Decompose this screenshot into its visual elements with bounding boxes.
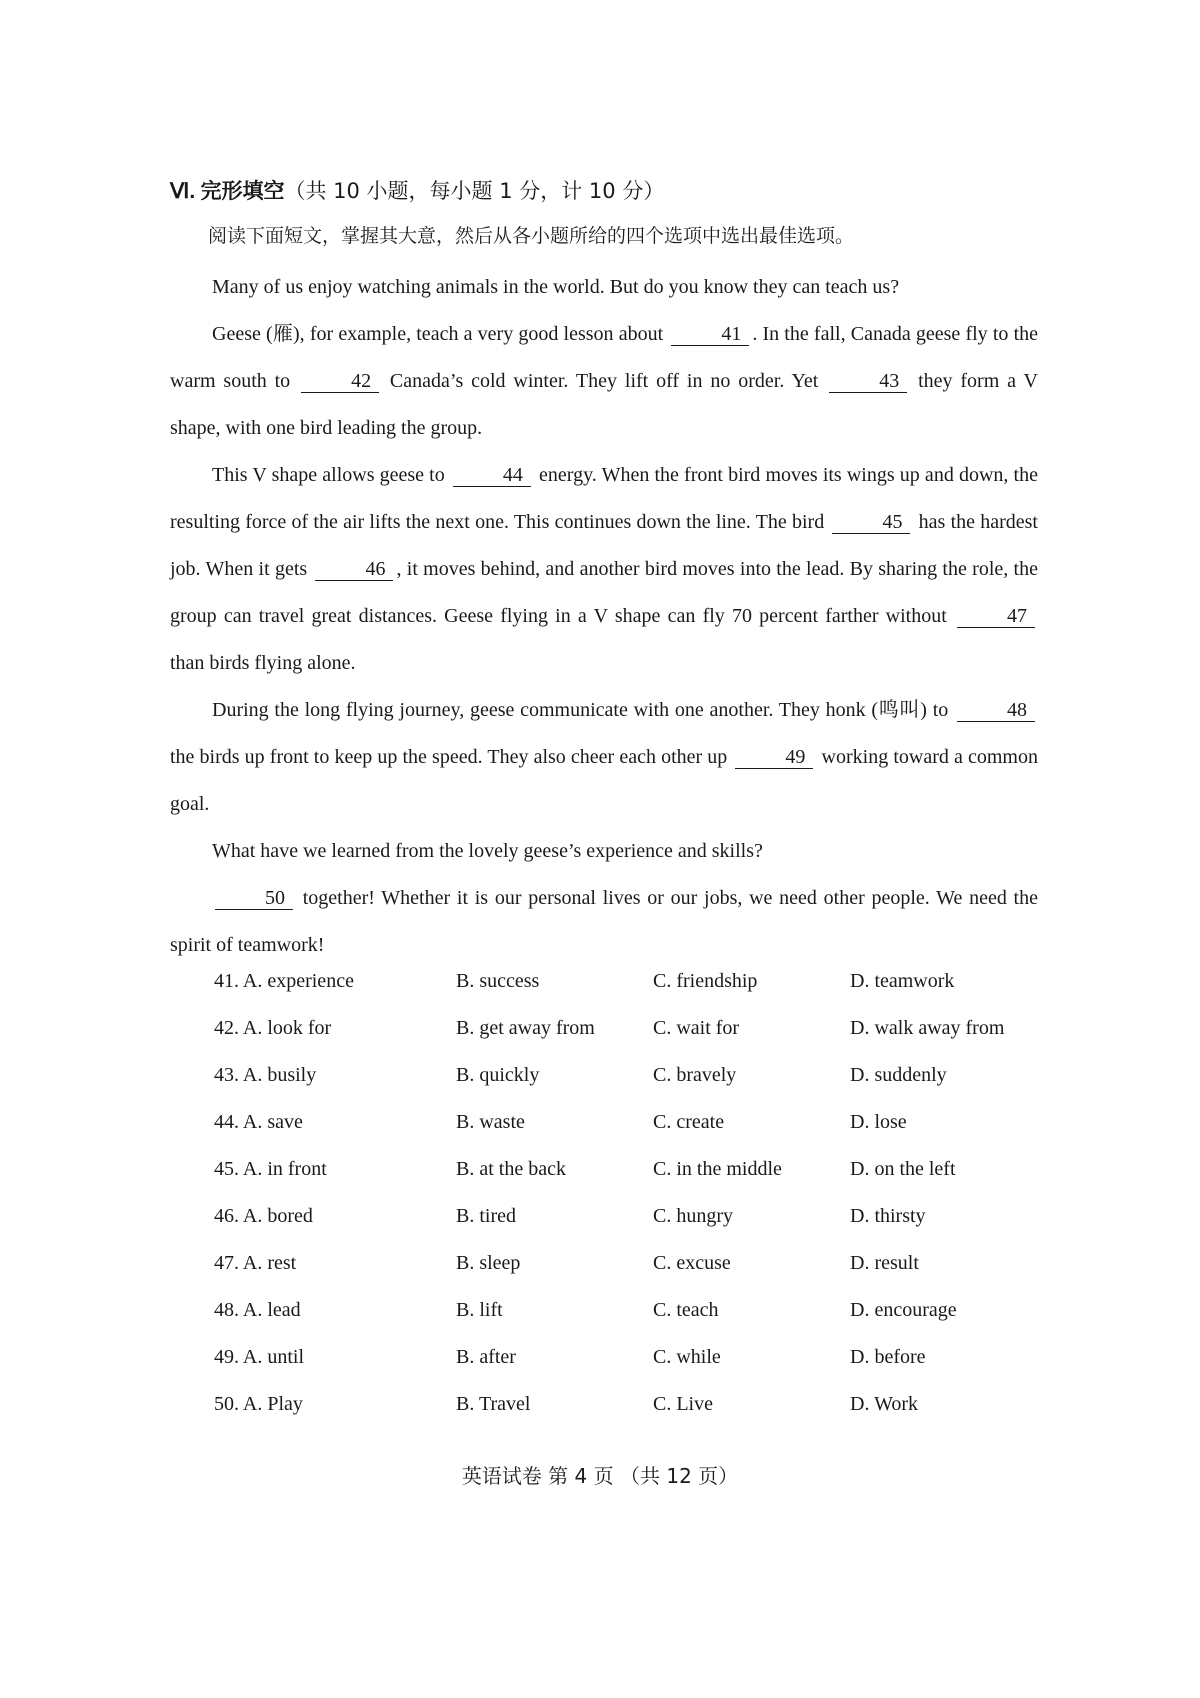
option-50-c: C. Live [653,1393,713,1415]
paragraph-2 [170,311,1038,452]
passage-text: energy. When the front bird moves its wings up and down, the resulting force of the air lifts the next one. This continues down the line. The bird [170,464,1038,533]
answer-options [214,970,1054,1440]
option-row-45 [214,1158,1054,1205]
passage-text: Geese (雁), for example, teach a very good lesson about [212,323,669,345]
passage-text: This V shape allows geese to [212,464,450,486]
option-43-a: 43. A. busily [214,1064,317,1086]
option-45-d: D. on the left [850,1158,956,1180]
cloze-passage [170,264,1038,969]
option-47-d: D. result [850,1252,919,1274]
blank-49: 49 [735,746,813,769]
passage-text: the birds up front to keep up the speed. They also cheer each other up [170,746,733,768]
option-41-a: 41. A. experience [214,970,354,992]
passage-text: than birds flying alone. [170,652,356,674]
option-45-b: B. at the back [456,1158,566,1180]
option-41-c: C. friendship [653,970,758,992]
option-50-b: B. Travel [456,1393,531,1415]
blank-48: 48 [957,699,1035,722]
paragraph-5: What have we learned from the lovely geese’s experience and skills? [212,840,763,862]
option-43-b: B. quickly [456,1064,540,1086]
section-number: Ⅵ. [170,180,196,203]
option-44-a: 44. A. save [214,1111,303,1133]
blank-43: 43 [829,370,907,393]
passage-text: Canada’s cold winter. They lift off in no order. Yet [382,370,827,392]
section-name: 完形填空 [200,179,285,203]
blank-46: 46 [315,558,393,581]
blank-50: 50 [215,887,293,910]
option-42-d: D. walk away from [850,1017,1005,1039]
option-49-a: 49. A. until [214,1346,305,1368]
passage-text: working toward a common goal. [170,746,1038,815]
option-row-48 [214,1299,1054,1346]
option-49-d: D. before [850,1346,926,1368]
passage-text: they form a V shape, with one bird leading the group. [170,370,1038,439]
option-48-d: D. encourage [850,1299,957,1321]
option-42-b: B. get away from [456,1017,595,1039]
option-50-a: 50. A. Play [214,1393,303,1415]
option-47-a: 47. A. rest [214,1252,297,1274]
option-46-b: B. tired [456,1205,516,1227]
section-heading [170,176,664,207]
option-44-d: D. lose [850,1111,907,1133]
blank-41: 41 [671,323,749,346]
option-row-47 [214,1252,1054,1299]
option-46-d: D. thirsty [850,1205,926,1227]
instruction-text: 阅读下面短文，掌握其大意，然后从各小题所给的四个选项中选出最佳选项。 [208,225,855,247]
option-row-49 [214,1346,1054,1393]
option-42-a: 42. A. look for [214,1017,332,1039]
option-43-d: D. suddenly [850,1064,947,1086]
option-44-b: B. waste [456,1111,525,1133]
passage-text: . In the fall, Canada geese fly to the warm south to [170,323,1038,392]
option-47-b: B. sleep [456,1252,521,1274]
blank-44: 44 [453,464,531,487]
option-row-41 [214,970,1054,1017]
blank-45: 45 [832,511,910,534]
option-49-c: C. while [653,1346,721,1368]
option-49-b: B. after [456,1346,516,1368]
option-45-c: C. in the middle [653,1158,782,1180]
paragraph-3 [170,452,1038,687]
option-46-a: 46. A. bored [214,1205,313,1227]
passage-text: During the long flying journey, geese communicate with one another. They honk (鸣叫) to [212,699,954,721]
option-47-c: C. excuse [653,1252,731,1274]
option-row-46 [214,1205,1054,1252]
option-41-d: D. teamwork [850,970,955,992]
paragraph-1: Many of us enjoy watching animals in the world. But do you know they can teach us? [212,276,900,298]
option-row-44 [214,1111,1054,1158]
paragraph-6 [170,875,1038,969]
passage-text: together! Whether it is our personal lives or our jobs, we need other people. We need the spirit of teamwork! [170,887,1038,956]
page-footer: 英语试卷 第 4 页 （共 12 页） [461,1464,739,1488]
option-44-c: C. create [653,1111,725,1133]
option-row-42 [214,1017,1054,1064]
option-48-b: B. lift [456,1299,503,1321]
blank-42: 42 [301,370,379,393]
option-42-c: C. wait for [653,1017,740,1039]
option-46-c: C. hungry [653,1205,733,1227]
option-row-43 [214,1064,1054,1111]
option-48-a: 48. A. lead [214,1299,301,1321]
option-43-c: C. bravely [653,1064,737,1086]
option-45-a: 45. A. in front [214,1158,327,1180]
option-41-b: B. success [456,970,540,992]
passage-text: , it moves behind, and another bird moves into the lead. By sharing the role, the group can travel great distances. Geese flying in a V shape can fly 70 percent farther without [170,558,1038,627]
option-50-d: D. Work [850,1393,919,1415]
blank-47: 47 [957,605,1035,628]
passage-text: has the hardest job. When it gets [170,511,1038,580]
option-48-c: C. teach [653,1299,719,1321]
option-row-50 [214,1393,1054,1440]
section-score: （共 10 小题，每小题 1 分，计 10 分） [284,179,665,203]
paragraph-4 [170,687,1038,828]
